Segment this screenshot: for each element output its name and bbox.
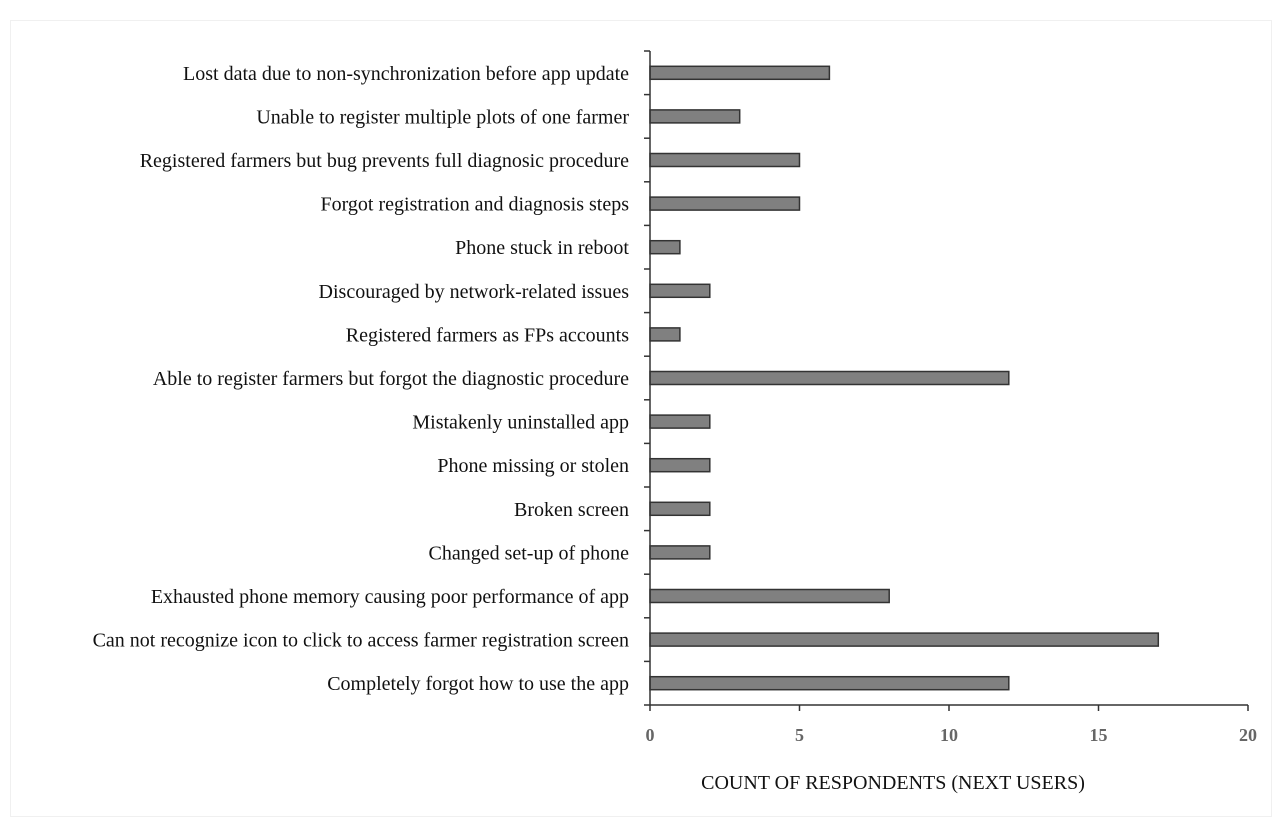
x-tick-labels [646,725,1258,745]
x-tick-label: 20 [1239,725,1257,745]
category-labels [93,63,630,695]
category-label: Can not recognize icon to click to access farmer registration screen [92,629,629,652]
bar [650,110,740,123]
bar [650,328,680,341]
category-label: Forgot registration and diagnosis steps [320,193,629,216]
category-label: Discouraged by network-related issues [318,280,629,303]
category-label: Broken screen [514,498,629,521]
bar [650,590,889,603]
category-label: Completely forgot how to use the app [327,673,629,696]
bar [650,677,1009,690]
bar [650,502,710,515]
x-tick-label: 0 [645,725,655,745]
category-label: Lost data due to non-synchronization before app update [183,62,629,85]
bar [650,66,829,79]
category-label: Mistakenly uninstalled app [412,411,629,434]
bar [650,241,680,254]
category-label: Phone stuck in reboot [455,237,629,260]
x-tick-label: 15 [1089,725,1108,745]
x-tick-label: 10 [940,725,958,745]
bar [650,372,1009,385]
bar [650,633,1158,646]
category-label: Phone missing or stolen [437,455,629,478]
category-label: Registered farmers but bug prevents full diagnosic procedure [139,150,629,172]
category-label: Registered farmers as FPs accounts [345,324,629,347]
category-label: Unable to register multiple plots of one farmer [256,106,629,129]
x-axis-ticks [650,705,1248,711]
x-tick-label: 5 [795,725,804,745]
bar [650,197,800,210]
y-axis-ticks [644,51,650,705]
category-label: Able to register farmers but forgot the diagnostic procedure [152,368,629,390]
category-label: Changed set-up of phone [428,542,629,565]
bar [650,459,710,472]
x-axis-title: COUNT OF RESPONDENTS (NEXT USERS) [701,772,1085,794]
bar [650,284,710,297]
bar [650,415,710,428]
bar [650,546,710,559]
bars [650,66,1158,689]
bar [650,154,800,167]
category-label: Exhausted phone memory causing poor performance of app [150,586,629,608]
